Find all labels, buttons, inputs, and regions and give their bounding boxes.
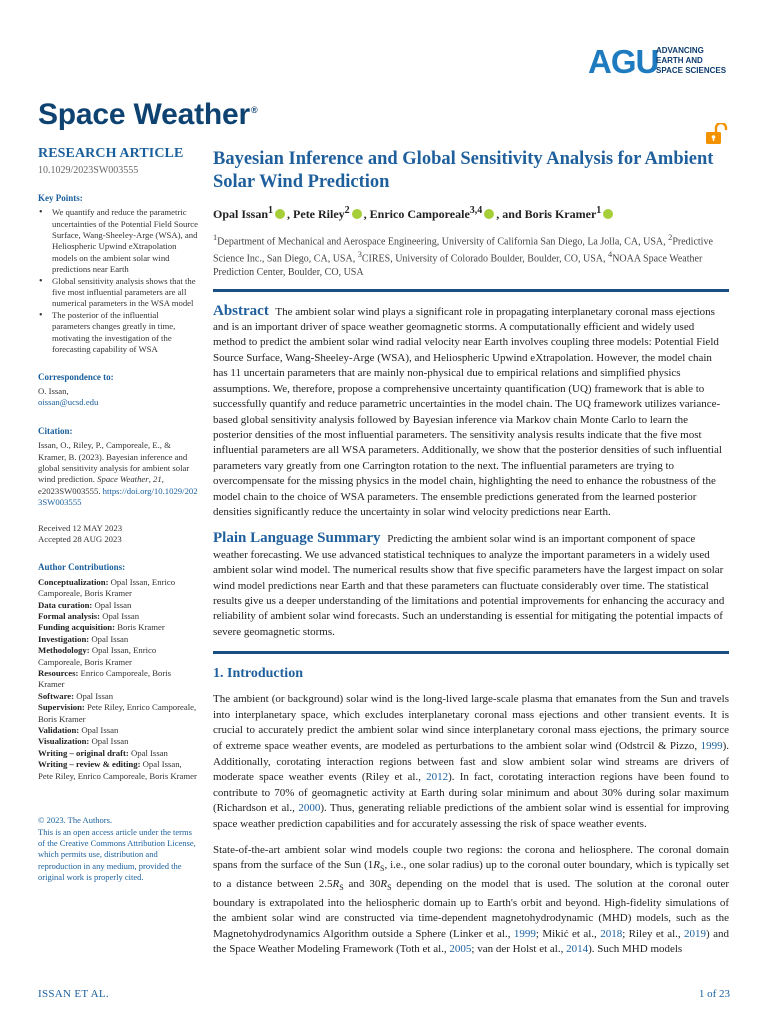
section-divider — [213, 289, 729, 292]
text-run: ; van der Holst et al., — [471, 943, 567, 956]
contribution-names: Opal Issan, Enrico Camporeale, Boris Kramer — [38, 576, 176, 599]
text-run: ). Such MHD models — [588, 943, 683, 956]
math-symbol-base: R — [380, 877, 388, 890]
agu-mark: AGU — [588, 43, 659, 80]
contribution-role: Supervision: — [38, 702, 85, 713]
contribution-item — [38, 691, 198, 702]
affiliation-text: Predictive Science Inc., San Diego, CA, USA, — [213, 236, 713, 265]
affiliation-text: Department of Mechanical and Aerospace Engineering, University of California San Diego, La Jolla, CA, USA, — [217, 236, 669, 248]
orcid-icon[interactable] — [275, 209, 285, 219]
author-separator: , — [363, 207, 370, 221]
contribution-role: Funding acquisition: — [38, 622, 116, 633]
correspondence-email-link[interactable]: oissan@ucsd.edu — [38, 397, 99, 408]
math-symbol-base: R — [373, 859, 380, 872]
author-separator: , and — [496, 207, 525, 221]
contribution-names: Opal Issan, Enrico Camporeale, Boris Kramer — [38, 645, 157, 667]
contribution-names: Opal Issan, Pete Riley, Enrico Camporeale, Boris Kramer — [38, 759, 197, 781]
agu-tagline-line: ADVANCING — [656, 46, 704, 55]
contribution-names: Opal Issan — [91, 633, 129, 644]
math-symbol-subscript: S — [339, 883, 344, 893]
contribution-role: Resources: — [38, 668, 79, 679]
open-access-lock-icon — [703, 123, 729, 145]
math-symbol — [373, 859, 385, 874]
contribution-names: Opal Issan — [81, 725, 119, 736]
author-separator: , — [287, 207, 294, 221]
contribution-role: Validation: — [38, 725, 80, 736]
affiliation-num: 3 — [357, 250, 362, 260]
contribution-names: Opal Issan — [91, 736, 129, 747]
author-affil-num: 3,4 — [469, 205, 483, 216]
orcid-icon[interactable] — [352, 209, 362, 219]
correspondence-heading: Correspondence to: — [38, 371, 114, 382]
dates — [38, 523, 198, 546]
citation-link[interactable]: 2019 — [684, 927, 707, 940]
intro-paragraph — [213, 692, 729, 832]
contribution-role: Conceptualization: — [38, 576, 109, 587]
abstract-text: The ambient solar wind plays a significant role in propagating interplanetary coronal mass ejections and is an important driver of space weather geomagnetic storms. A computationally efficient and widely used method to predict the ambient solar wind radial velocity near Earth involves coupling three models: Potential Field Source Surface, Wang-Sheeley-Arge (WSA), and Heliospheric Upwind eXtrapolation. However, the model chain has 11 uncertain parameters that are mainly non-physical due to empirical relations and simplified physics assumptions. We, therefore, propose a comprehensive uncertainty quantification (UQ) framework that is able to successfully quantify and reduce parametric uncertainties in the model chain. The UQ framework utilizes variance-based global sensitivity analysis followed by Bayesian inference via Markov chain Monte Carlo to learn the posterior densities of the most influential parameters. The sensitivity analysis results indicate that the five most influential parameters are all WSA parameters. Additionally, we show that the posterior densities of such influential parameters vary greatly from one Carrington rotation to the next. The influential parameters are trying to overcompensate for the missing physics in the model chain, highlighting the need to enhance the robustness of the model chain to the choice of WSA parameters. The ensemble predictions generated from the learned posterior densities significantly reduce the uncertainty in solar wind velocity predictions near Earth. — [213, 305, 722, 518]
key-point: • We quantify and reduce the parametric uncertainties of the Potential Field Source Surface, Wang-Sheeley-Arge (WSA), and Heliospheric Upwind eXtrapolation models on the ambient solar wind predictions near Earth — [52, 207, 198, 275]
key-point: • Global sensitivity analysis shows that the five most influential parameters are all numerical parameters in the WSA model — [52, 276, 198, 310]
page-number: 1 of 23 — [698, 988, 730, 1000]
journal-name: Space Weather — [38, 98, 250, 131]
author-name: Opal Issan — [213, 207, 269, 221]
key-points-list — [38, 207, 198, 355]
author-contributions — [38, 577, 198, 782]
text-run: The ambient (or background) solar wind is the long-lived large-scale plasma that emanates from the Sun and travels into interplanetary space, which excludes interplanetary coronal mass ejections and other transient events. It is crucial to accurately predict the ambient solar wind since interplanetary coronal mass ejections, the primary source of extreme space weather events, are modeled as perturbations to the ambient solar wind (Odstrcil & Pizzo, — [213, 693, 729, 752]
citation-separator: , — [148, 474, 154, 485]
orcid-icon[interactable] — [484, 209, 494, 219]
citation-doi-link[interactable]: https://doi.org/10.1029/2023SW003555 — [38, 485, 198, 508]
contribution-role: Visualization: — [38, 736, 90, 747]
license-link[interactable]: Creative Commons Attribution — [59, 837, 166, 848]
contribution-item — [38, 645, 198, 668]
agu-logo[interactable] — [588, 44, 738, 80]
main-column — [213, 148, 729, 958]
section-divider — [213, 651, 729, 654]
citation-link[interactable]: 1999 — [700, 739, 723, 752]
text-run: depending on the model that is used. The solution at the coronal outer boundary is extrapolated into the heliospheric domain up to Earth's orbit and beyond. High-fidelity simulations of the ambient solar wind are constructed via time-dependent magnetohydrodynamic (MHD) models, such as the Magnetohydrodynamics Algorithm outside a Sphere (Linker et al., — [213, 877, 729, 940]
author-affil-num: 1 — [268, 205, 274, 216]
citation-link[interactable]: 2005 — [449, 943, 472, 956]
math-symbol — [332, 877, 344, 893]
left-sidebar — [38, 148, 198, 884]
abstract-heading: Abstract — [213, 302, 269, 319]
math-symbol — [380, 877, 392, 893]
text-run: ) and the Space Weather Modeling Framework (Toth et al., — [213, 927, 729, 956]
orcid-icon[interactable] — [603, 209, 613, 219]
citation-heading: Citation: — [38, 425, 73, 436]
contribution-role: Writing – original draft: — [38, 747, 129, 758]
contribution-item — [38, 725, 198, 736]
contribution-names: Opal Issan — [76, 690, 114, 701]
text-run: ). Additionally, corotating interaction regions between fast and slow ambient solar wind streams are drivers of moderate space weather events (Riley et al., — [213, 739, 729, 784]
introduction-heading: 1. Introduction — [213, 666, 303, 682]
contribution-item — [38, 759, 198, 782]
article-title: Bayesian Inference and Global Sensitivity Analysis for Ambient Solar Wind Prediction — [213, 149, 714, 192]
math-symbol-base: R — [332, 877, 340, 890]
abstract — [213, 304, 729, 521]
text-run: ; Riley et al., — [622, 927, 685, 940]
contribution-item — [38, 668, 198, 691]
citation-link[interactable]: 2014 — [566, 943, 589, 956]
contribution-item — [38, 577, 198, 600]
correspondence-name: O. Issan, — [38, 385, 69, 396]
citation-link[interactable]: 2000 — [298, 802, 321, 815]
author-name: Pete Riley — [293, 207, 345, 221]
contribution-role: Investigation: — [38, 633, 90, 644]
affiliations — [213, 231, 729, 279]
contribution-item — [38, 622, 198, 633]
contribution-role: Software: — [38, 690, 75, 701]
citation-block — [38, 440, 198, 508]
text-run: ). Thus, generating reliable predictions of the ambient solar wind is essential for improving space weather prediction capabilities and for accurately assessing the risk of space weather events. — [213, 802, 729, 830]
key-point: • The posterior of the influential parameters changes greatly in time, motivating the investigation of the forecasting capability of WSA — [52, 310, 198, 356]
affiliation-text: NOAA Space Weather Prediction Center, Boulder, CO, USA — [213, 253, 703, 278]
accepted-date: Accepted 28 AUG 2023 — [38, 533, 122, 544]
journal-registered-mark: ® — [250, 105, 258, 115]
license-post: License, which permits use, distribution and reproduction in any medium, provided the original work is properly cited. — [38, 837, 196, 883]
contribution-item — [38, 600, 198, 611]
citation-link[interactable]: 2018 — [600, 927, 623, 940]
contribution-names: Opal Issan — [130, 747, 168, 758]
article-doi: 10.1029/2023SW003555 — [38, 165, 139, 177]
contribution-item — [38, 736, 198, 747]
contribution-names: Enrico Camporeale, Boris Kramer — [38, 668, 172, 690]
author-list — [213, 205, 729, 222]
affiliation-num: 2 — [668, 233, 673, 242]
citation-id: , e2023SW003555. — [38, 474, 164, 496]
contribution-item — [38, 748, 198, 759]
author-affil-num: 2 — [344, 205, 350, 216]
affiliation-num: 4 — [608, 250, 613, 260]
affiliation-num: 1 — [213, 233, 218, 242]
pls-heading: Plain Language Summary — [213, 530, 381, 547]
math-symbol-subscript: S — [387, 883, 392, 893]
citation-journal: Space Weather — [97, 474, 149, 485]
plain-language-summary — [213, 531, 729, 640]
pls-text: Predicting the ambient solar wind is an important component of space weather forecasting. We use advanced statistical techniques to analyze the important parameters in a widely used ambient solar wind model. The numerical results show that five specific parameters have the largest impact on solar wind model predictions near Earth and that these parameters can fluctuate considerably over time. The statistical results give us a deeper understanding of the limitations and potential improvements for enhancing the accuracy and reliability of ambient solar wind forecasts. Such an understanding is essential for mitigating the potential impacts of severe geomagnetic storms. — [213, 533, 725, 638]
contribution-role: Methodology: — [38, 645, 90, 656]
citation-text: Issan, O., Riley, P., Camporeale, E., & Kramer, B. (2023). Bayesian inference and global sensitivity analysis for ambient solar wind prediction. — [38, 440, 190, 485]
agu-tagline-line: EARTH AND — [656, 56, 703, 65]
text-run: , i.e., one solar radius) up to the coronal outer boundary, which is typically set to a distance between 2.5 — [213, 859, 729, 890]
author-name: Enrico Camporeale — [369, 207, 470, 221]
copyright-line: © 2023. The Authors. — [38, 815, 113, 826]
contribution-names: Boris Kramer — [117, 622, 165, 633]
contribution-item — [38, 634, 198, 645]
contribution-names: Opal Issan — [102, 611, 140, 621]
text-run: ; Mikić et al., — [535, 927, 601, 940]
citation-volume: 21 — [153, 474, 162, 485]
contribution-names: Opal Issan — [94, 599, 132, 610]
contribution-names: Pete Riley, Enrico Camporeale, Boris Kramer — [38, 702, 197, 724]
license-pre: This is an open access article under the terms of the — [38, 826, 192, 848]
contribution-item — [38, 611, 198, 622]
text-run: State-of-the-art ambient solar wind models couple two regions: the corona and heliosphere. The coronal domain spans from the surface of the Sun (1 — [213, 843, 729, 872]
key-points-heading: Key Points: — [38, 192, 83, 203]
journal-title — [38, 98, 257, 132]
author-name: Boris Kramer — [524, 207, 597, 221]
copyright-notice — [38, 815, 198, 883]
intro-paragraph — [213, 843, 729, 959]
contribution-role: Writing – review & editing: — [38, 759, 141, 770]
author-contributions-heading: Author Contributions: — [38, 562, 126, 573]
math-symbol-subscript: S — [380, 864, 385, 874]
contribution-role: Data curation: — [38, 599, 93, 610]
text-run: ). In fact, corotating interaction regions have been found to contribute to 70% of geomagnetic activity at Earth during solar minimum and about 30% during solar maximum (Richardson et al., — [213, 771, 729, 815]
citation-link[interactable]: 1999 — [513, 927, 536, 940]
article-type: RESEARCH ARTICLE — [38, 146, 184, 161]
running-footer-authors: ISSAN ET AL. — [38, 988, 109, 1000]
author-affil-num: 1 — [596, 205, 602, 216]
citation-link[interactable]: 2012 — [426, 771, 449, 784]
contribution-item — [38, 702, 198, 725]
agu-tagline-line: SPACE SCIENCES — [656, 66, 727, 75]
received-date: Received 12 MAY 2023 — [38, 522, 123, 533]
agu-tagline — [656, 46, 736, 76]
text-run: and 30 — [343, 877, 381, 890]
affiliation-text: CIRES, University of Colorado Boulder, Boulder, CO, USA, — [361, 253, 609, 265]
license-text — [38, 827, 198, 884]
contribution-role: Formal analysis: — [38, 611, 101, 621]
